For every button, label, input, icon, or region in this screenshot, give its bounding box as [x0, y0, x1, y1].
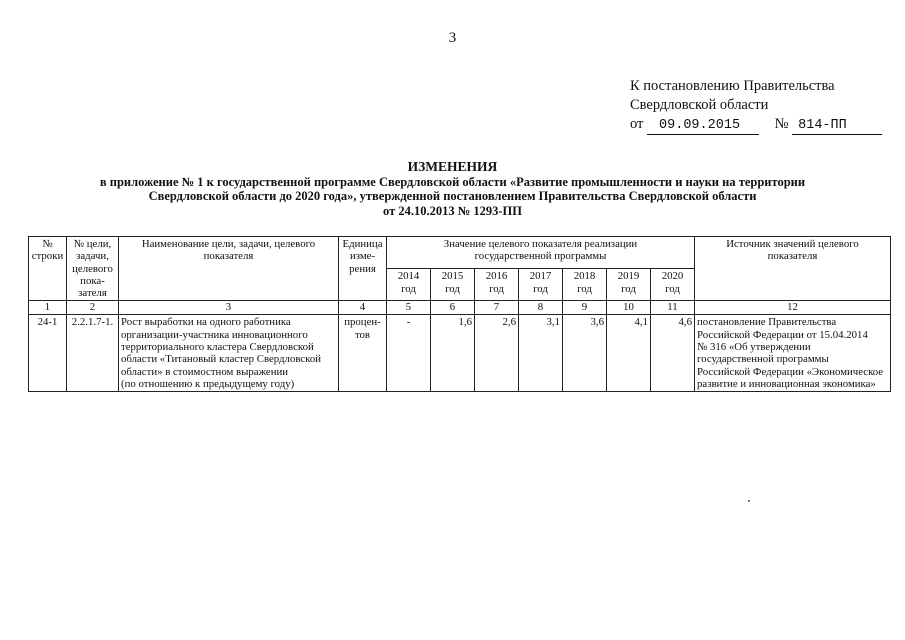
cell-value-2018: 3,6 [563, 315, 607, 392]
scan-speck [748, 500, 750, 502]
heading-line-3: от 24.10.2013 № 1293-ПП [382, 203, 523, 218]
header-unit: Единица изме- рения [339, 237, 387, 301]
table-row [29, 315, 891, 392]
header-year: 2017 год [519, 269, 563, 301]
column-number: 7 [475, 301, 519, 315]
approval-date: 09.09.2015 [647, 118, 759, 135]
header-name: Наименование цели, задачи, целевого показателя [119, 237, 339, 301]
cell-value-2019: 4,1 [607, 315, 651, 392]
approval-number: 814-ПП [792, 118, 882, 135]
column-number: 4 [339, 301, 387, 315]
column-number: 12 [695, 301, 891, 315]
document-heading [60, 160, 845, 218]
approval-line-2: Свердловской области [630, 97, 769, 113]
changes-table [28, 236, 891, 392]
cell-goal-number: 2.2.1.7-1. [67, 315, 119, 392]
approval-block [630, 77, 882, 135]
page-number: 3 [448, 30, 457, 46]
approval-line-1: К постановлению Правительства [630, 78, 835, 94]
heading-line-2: Свердловской области до 2020 года», утвержденной постановлением Правительства Свердловской области [148, 189, 757, 203]
header-value-group: Значение целевого показателя реализации государственной программы [387, 237, 695, 269]
header-year: 2015 год [431, 269, 475, 301]
cell-value-2014: - [387, 315, 431, 392]
header-year: 2020 год [651, 269, 695, 301]
column-number: 5 [387, 301, 431, 315]
approval-from-label: от [630, 116, 644, 132]
column-number: 11 [651, 301, 695, 315]
approval-no-label: № [774, 116, 789, 132]
cell-value-2017: 3,1 [519, 315, 563, 392]
cell-unit: процен- тов [339, 315, 387, 392]
cell-value-2020: 4,6 [651, 315, 695, 392]
table-header-row [29, 237, 891, 269]
cell-value-2016: 2,6 [475, 315, 519, 392]
header-source: Источник значений целевого показателя [695, 237, 891, 301]
column-number: 10 [607, 301, 651, 315]
header-goal-number: № цели, задачи, целевого пока- зателя [67, 237, 119, 301]
column-numbers-row [29, 301, 891, 315]
cell-source: постановление Правительства Российской Федерации от 15.04.2014 № 316 «Об утверждении государственной программы Российской Федерации «Экономическое развитие и инновационная экономика» [695, 315, 891, 392]
cell-row-number: 24-1 [29, 315, 67, 392]
heading-title: ИЗМЕНЕНИЯ [407, 159, 498, 174]
column-number: 6 [431, 301, 475, 315]
column-number: 1 [29, 301, 67, 315]
cell-value-2015: 1,6 [431, 315, 475, 392]
cell-name: Рост выработки на одного работника организации-участника инновационного территориального кластера Свердловской области «Титановый кластер Свердловской области» в стоимостном выражении (по отношению к предыдущему году) [119, 315, 339, 392]
header-row-number: № строки [29, 237, 67, 301]
heading-line-1: в приложение № 1 к государственной программе Свердловской области «Развитие промышленности и науки на территории [99, 174, 806, 189]
column-number: 8 [519, 301, 563, 315]
column-number: 9 [563, 301, 607, 315]
header-year: 2016 год [475, 269, 519, 301]
header-year: 2018 год [563, 269, 607, 301]
header-year: 2019 год [607, 269, 651, 301]
approval-date-line [630, 115, 882, 135]
header-year: 2014 год [387, 269, 431, 301]
column-number: 2 [67, 301, 119, 315]
column-number: 3 [119, 301, 339, 315]
